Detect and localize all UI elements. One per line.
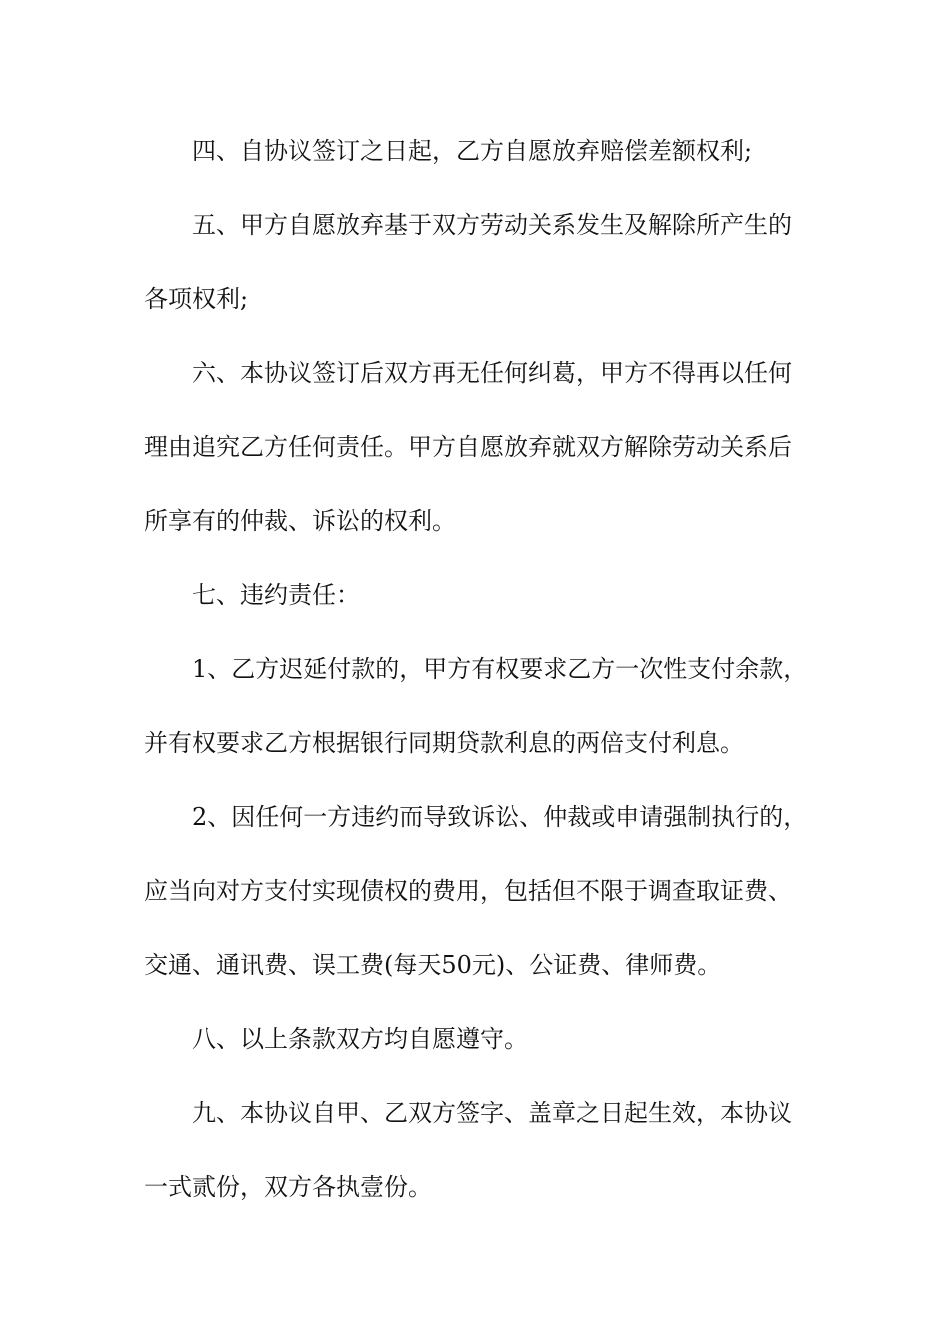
clause-4 <box>144 114 808 188</box>
clause-line: 一式贰份，双方各执壹份。 <box>144 1173 432 1201</box>
clause-line: 交通、通讯费、误工费(每天50元)、公证费、律师费。 <box>144 951 722 979</box>
clause-line: 五、甲方自愿放弃基于双方劳动关系发生及解除所产生的 <box>192 211 792 239</box>
clause-line: 四、自协议签订之日起，乙方自愿放弃赔偿差额权利; <box>192 137 753 165</box>
clause-7-item-1 <box>144 632 808 780</box>
clause-line: 九、本协议自甲、乙双方签字、盖章之日起生效，本协议 <box>192 1099 792 1127</box>
clause-line: 1、乙方迟延付款的，甲方有权要求乙方一次性支付余款， <box>192 655 808 683</box>
clause-line: 八、以上条款双方均自愿遵守。 <box>192 1025 528 1053</box>
clause-7-heading <box>144 558 808 632</box>
document-body <box>144 114 808 1224</box>
clause-7-item-2 <box>144 780 808 1002</box>
clause-5 <box>144 188 808 336</box>
clause-line: 并有权要求乙方根据银行同期贷款利息的两倍支付利息。 <box>144 729 744 757</box>
clause-9 <box>144 1076 808 1224</box>
clause-line: 理由追究乙方任何责任。甲方自愿放弃就双方解除劳动关系后 <box>144 433 792 461</box>
clause-line: 所享有的仲裁、诉讼的权利。 <box>144 507 456 535</box>
clause-6 <box>144 336 808 558</box>
clause-line: 2、因任何一方违约而导致诉讼、仲裁或申请强制执行的， <box>192 803 808 831</box>
clause-line: 六、本协议签订后双方再无任何纠葛，甲方不得再以任何 <box>192 359 792 387</box>
clause-line: 应当向对方支付实现债权的费用，包括但不限于调查取证费、 <box>144 877 792 905</box>
clause-line: 各项权利; <box>144 285 249 313</box>
clause-line: 七、违约责任： <box>192 581 360 609</box>
clause-8 <box>144 1002 808 1076</box>
